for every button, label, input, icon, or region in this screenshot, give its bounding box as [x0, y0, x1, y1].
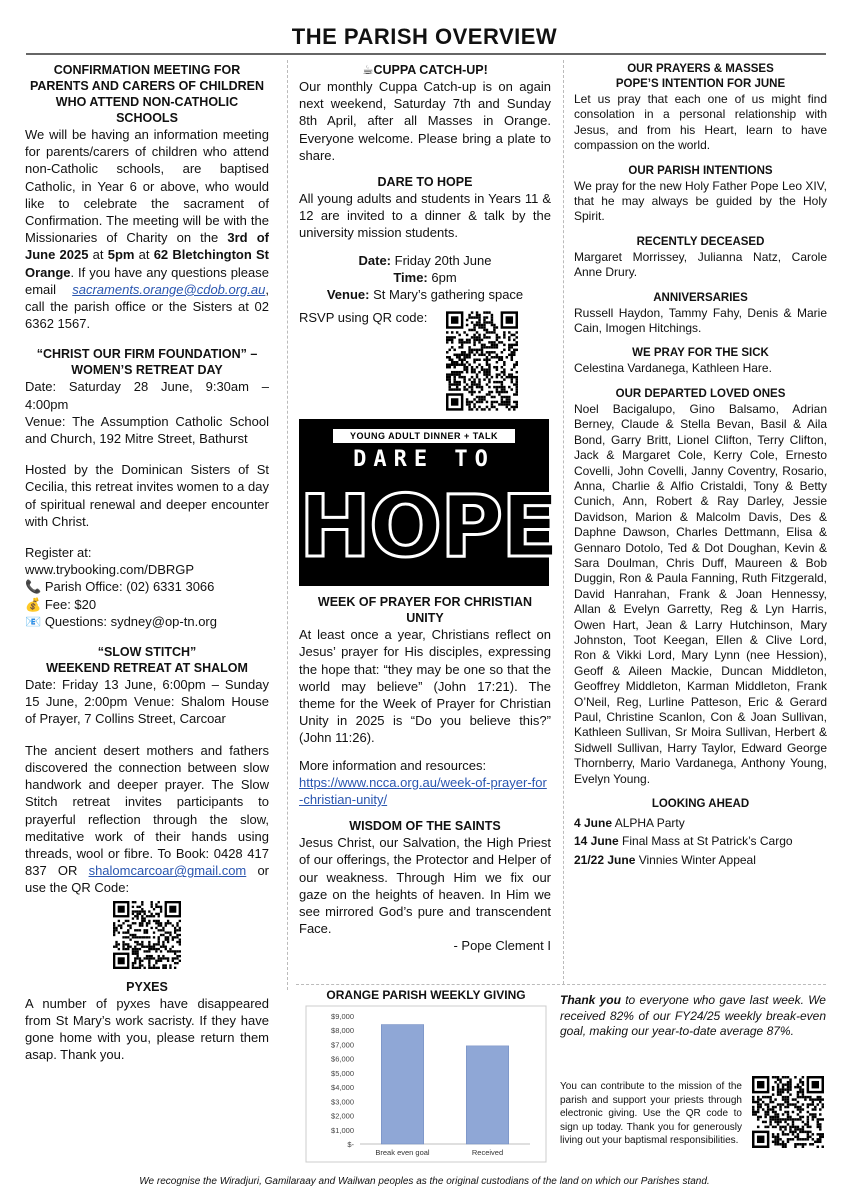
- unity-body: At least once a year, Christians reflect on Jesus’ prayer for His disciples, expressing the hope that: “they may be one so that the world may believe” (John 17:21). The theme for the Week of Prayer for Christian Unity in 2025 is “Do you believe this?” (John 11:26).: [299, 627, 551, 746]
- email-icon: 📧: [25, 613, 42, 629]
- unity-heading: WEEK OF PRAYER FOR CHRISTIAN UNITY: [317, 595, 533, 626]
- sick-body: Celestina Vardanega, Kathleen Hare.: [574, 361, 772, 376]
- cuppa-heading-line: [299, 62, 551, 78]
- giving-chart-svg: [300, 1004, 552, 1164]
- y-tick-label: $4,000: [331, 1083, 354, 1093]
- wisdom-attribution: - Pope Clement I: [453, 938, 551, 954]
- unity-more: More information and resources:: [299, 757, 487, 773]
- prayers-heading-1: OUR PRAYERS & MASSES: [627, 63, 774, 75]
- slow-stitch-body: [25, 742, 269, 897]
- thanks-bold: Thank you: [560, 993, 621, 1007]
- retreat-fee-line: [25, 596, 269, 613]
- column-right: [574, 62, 827, 868]
- departed-body: Noel Bacigalupo, Gino Balsamo, Adrian Berney, Claude & Stella Bevan, Basil & Aila Bond, Garry Britt, Lionel Clifton, Terry Clifton, Jack & Margaret Cole, Kerry Cole, Ernesto Covelli, John Covelli, Janny Coventry, Rosario, Anna, Charlie & Alfio Cristaldi, Tony & Betty Cunich, Ann, Robert & Ray Darley, Jessie Davidson, Marion & Malcolm Davis, Des & Daphne Dawson, Charles Dettmann, Elisa & Gennaro Dotolo, Ted & Dot Doughan, Kevin & Sara Doulman, Chris Duff, Maureen & Bob Duggin, Ron & Paula Fanning, Ruth Fitzgerald, David Hanrahan, Frank & Joan Hennessy, Allan & Evelyn Garretty, Reg & Lyn Harris, Owen Hart, Jean & Larry Hutchinson, Mary Johnston, Toot Keegan, Ellen & Clive Lord, Ron & Vikki Lord, Mary Lynn (nee Hession), Geoff & Aileen Mackie, Duncan Middleton, Geoffrey Middleton, Karman Middleton, Frank O’Neil, Reg, Lurline Patteson, Eric & Gerard Paul, Christine Scanlon, Con & Joan Sullivan, Kathleen Sullivan, Sr Moira Sullivan, Herbert & Sidwell Sullivan, Harry Taylor, Edward George Thornberry, Mario Vardanega, Anthony Young, Evelyn Young.: [574, 401, 827, 786]
- looking-ahead-text: Final Mass at St Patrick’s Cargo: [622, 834, 793, 849]
- retreat-questions-line: [25, 613, 269, 630]
- anniversaries-body: Russell Haydon, Tammy Fahy, Denis & Marie Cain, Imogen Hitchings.: [574, 305, 827, 336]
- intentions-heading: OUR PARISH INTENTIONS: [628, 164, 773, 177]
- retreat-register: Register at:: [25, 545, 92, 561]
- poster-tagline: YOUNG ADULT DINNER + TALK: [333, 429, 515, 443]
- confirmation-text: We will be having an information meeting for parents/carers of children who attend non-Catholic schools, are baptised Catholic, in Year 6 or above, who would like to celebrate the sacrament of Confirmation. The meeting will be with the Missionaries of Charity on the: [25, 127, 269, 246]
- intentions-body: We pray for the new Holy Father Pope Leo XIV, that he may always be guided by the Holy Spirit.: [574, 178, 827, 224]
- confirmation-text-3: , call the parish office or the Sisters at 02 6362 1567.: [25, 281, 269, 332]
- dare-rsvp: RSVP using QR code:: [299, 310, 428, 326]
- looking-ahead-date: 14 June: [574, 834, 619, 849]
- title-rule: [26, 53, 826, 55]
- looking-ahead-heading: LOOKING AHEAD: [651, 798, 750, 811]
- confirmation-heading: CONFIRMATION MEETING FOR PARENTS AND CARERS OF CHILDREN WHO ATTEND NON-CATHOLIC SCHOOLS: [29, 63, 265, 125]
- slow-stitch-date: Date: Friday 13 June, 6:00pm – Sunday 15 June, 2:00pm Venue: Shalom House of Prayer, 7 Collins Street, Carcoar: [25, 677, 269, 727]
- looking-ahead-text: ALPHA Party: [614, 816, 685, 831]
- departed-heading: OUR DEPARTED LOVED ONES: [615, 387, 786, 400]
- poster-hope: HOPE: [299, 477, 558, 578]
- giving-section-rule: [296, 984, 826, 985]
- phone-icon: 📞: [25, 579, 42, 595]
- slow-stitch-heading-1: “SLOW STITCH”: [97, 645, 197, 660]
- giving-qr-code[interactable]: [752, 1076, 824, 1148]
- confirmation-text-2: . If you have any questions please email: [25, 264, 269, 297]
- chart-bar-1: [466, 1046, 509, 1144]
- anniversaries-heading: ANNIVERSARIES: [653, 291, 748, 304]
- retreat-venue: Venue: The Assumption Catholic School and Church, 192 Mitre Street, Bathurst: [25, 413, 269, 447]
- unity-url-link[interactable]: https://www.ncca.org.au/week-of-prayer-for-christian-unity/: [299, 774, 547, 808]
- retreat-phone: Parish Office: (02) 6331 3066: [44, 579, 215, 595]
- confirmation-time: 5pm: [107, 247, 135, 263]
- confirmation-text-at: at: [88, 247, 108, 263]
- shalom-email-link[interactable]: shalomcarcoar@gmail.com: [88, 863, 247, 879]
- dare-venue-line: [299, 286, 551, 303]
- slow-stitch-qr-code[interactable]: [113, 901, 181, 969]
- column-left: [25, 62, 269, 1063]
- y-tick-label: $3,000: [331, 1097, 354, 1107]
- column-divider-1: [287, 60, 288, 990]
- x-category-label: Received: [471, 1148, 504, 1157]
- retreat-fee: Fee: $20: [44, 596, 97, 612]
- pyxes-heading: PYXES: [126, 979, 168, 994]
- y-tick-label: $5,000: [331, 1068, 354, 1078]
- column-divider-2: [563, 60, 564, 984]
- weekly-giving-chart: [300, 988, 552, 1166]
- slow-stitch-text: The ancient desert mothers and fathers discovered the connection between slow handwork and deeper prayer. The Slow Stitch retreat invites participants to prayerful reflection through the slow, meditative work of their hands using threads, wool or fibre. To Book: 0428 417 837 OR: [25, 742, 269, 879]
- confirmation-text-at-2: at: [134, 247, 154, 263]
- x-category-label: Break even goal: [375, 1148, 430, 1157]
- y-tick-label: $2,000: [331, 1111, 354, 1121]
- chart-bar-0: [381, 1025, 424, 1144]
- prayers-heading-2: POPE’S INTENTION FOR JUNE: [615, 78, 786, 90]
- dare-venue: St Mary’s gathering space: [373, 287, 524, 303]
- looking-ahead-text: Vinnies Winter Appeal: [638, 852, 756, 867]
- retreat-questions: Questions: sydney@op-tn.org: [44, 613, 217, 629]
- dare-time-line: [299, 269, 551, 286]
- coffee-cup-icon: ☕: [362, 63, 374, 77]
- dare-venue-label: Venue:: [326, 287, 370, 303]
- looking-ahead-item-2: [574, 853, 827, 868]
- y-tick-label: $8,000: [331, 1026, 354, 1036]
- dare-body: All young adults and students in Years 11 & 12 are invited to a dinner & talk by the university mission students.: [299, 191, 551, 241]
- retreat-hosted: Hosted by the Dominican Sisters of St Cecilia, this retreat invites women to a day of spiritual renewal and deeper encounter with Christ.: [25, 462, 269, 529]
- cuppa-body: Our monthly Cuppa Catch-up is on again next weekend, Saturday 7th and Sunday 8th April, after all Masses in Orange. Everyone welcome. Please bring a plate to share.: [299, 79, 551, 163]
- thanks-text: to everyone who gave last week. We received 82% of our FY24/25 weekly break-even goal, making our year-to-date average 87%.: [560, 993, 826, 1038]
- slow-stitch-heading-2: WEEKEND RETREAT AT SHALOM: [46, 661, 248, 676]
- dare-rsvp-qr-code[interactable]: [446, 311, 518, 411]
- chart-title: ORANGE PARISH WEEKLY GIVING: [326, 988, 526, 1002]
- cuppa-heading: CUPPA CATCH-UP!: [373, 63, 488, 77]
- looking-ahead-item-1: [574, 834, 827, 849]
- poster-dare-to: DARE TO: [353, 447, 495, 473]
- pyxes-body: A number of pyxes have disappeared from St Mary’s work sacristy. If they have gone home with you, please return them asap. Thank you.: [25, 995, 269, 1063]
- wisdom-body: Jesus Christ, our Salvation, the High Priest of our offerings, the Protector and Helper of our weakness. Through Him we fix our gaze on the heights of heaven. In Him we see mirrored God’s pure and transcendent Face.: [299, 835, 551, 937]
- page-title: THE PARISH OVERVIEW: [291, 24, 558, 49]
- dare-date-line: [299, 252, 551, 269]
- confirmation-date: 3rd of June 2025: [25, 230, 269, 263]
- wisdom-heading: WISDOM OF THE SAINTS: [349, 819, 501, 834]
- looking-ahead-date: 21/22 June: [574, 852, 636, 867]
- giving-contribute: You can contribute to the mission of the parish and support your priests through electronic giving. Use the QR code to sign up today. Thank you for generously living out your baptismal responsibilities.: [560, 1081, 742, 1147]
- retreat-heading: “CHRIST OUR FIRM FOUNDATION” – WOMEN’S RETREAT DAY: [36, 347, 258, 378]
- prayers-body: Let us pray that each one of us might find consolation in a personal relationship with Jesus, and from his Heart, learn to have compassion on the world.: [574, 92, 827, 153]
- confirmation-email-link[interactable]: sacraments.orange@cdob.org.au: [72, 281, 266, 297]
- looking-ahead-date: 4 June: [574, 816, 613, 831]
- dare-time: 6pm: [431, 269, 457, 285]
- dare-time-label: Time:: [393, 269, 428, 285]
- y-tick-label: $-: [347, 1140, 354, 1149]
- deceased-body: Margaret Morrissey, Julianna Natz, Carole Anne Drury.: [574, 249, 827, 280]
- looking-ahead-item-0: [574, 816, 827, 831]
- giving-thanks: [560, 993, 826, 1040]
- deceased-heading: RECENTLY DECEASED: [636, 235, 765, 248]
- dare-date-label: Date:: [358, 252, 392, 268]
- acknowledgement-of-country: We recognise the Wiradjuri, Gamilaraay and Wailwan peoples as the original custodians of the land on which our Parishes stand.: [139, 1176, 710, 1187]
- confirmation-venue: 62 Bletchington St Orange: [25, 247, 269, 280]
- slow-stitch-text-2: or use the QR Code:: [25, 863, 270, 896]
- retreat-register-url[interactable]: www.trybooking.com/DBRGP: [25, 562, 195, 578]
- y-tick-label: $9,000: [331, 1012, 354, 1021]
- confirmation-body: [25, 126, 269, 332]
- retreat-date: Date: Saturday 28 June, 9:30am – 4:00pm: [25, 379, 269, 412]
- column-middle: [299, 62, 558, 955]
- dare-to-hope-poster: [299, 419, 558, 586]
- money-bag-icon: 💰: [25, 596, 42, 612]
- dare-heading: DARE TO HOPE: [377, 175, 473, 190]
- dare-date: Friday 20th June: [394, 252, 492, 268]
- y-tick-label: $6,000: [331, 1054, 354, 1064]
- sick-heading: WE PRAY FOR THE SICK: [632, 347, 769, 360]
- retreat-phone-line: [25, 578, 269, 595]
- y-tick-label: $7,000: [331, 1040, 354, 1050]
- y-tick-label: $1,000: [331, 1125, 354, 1135]
